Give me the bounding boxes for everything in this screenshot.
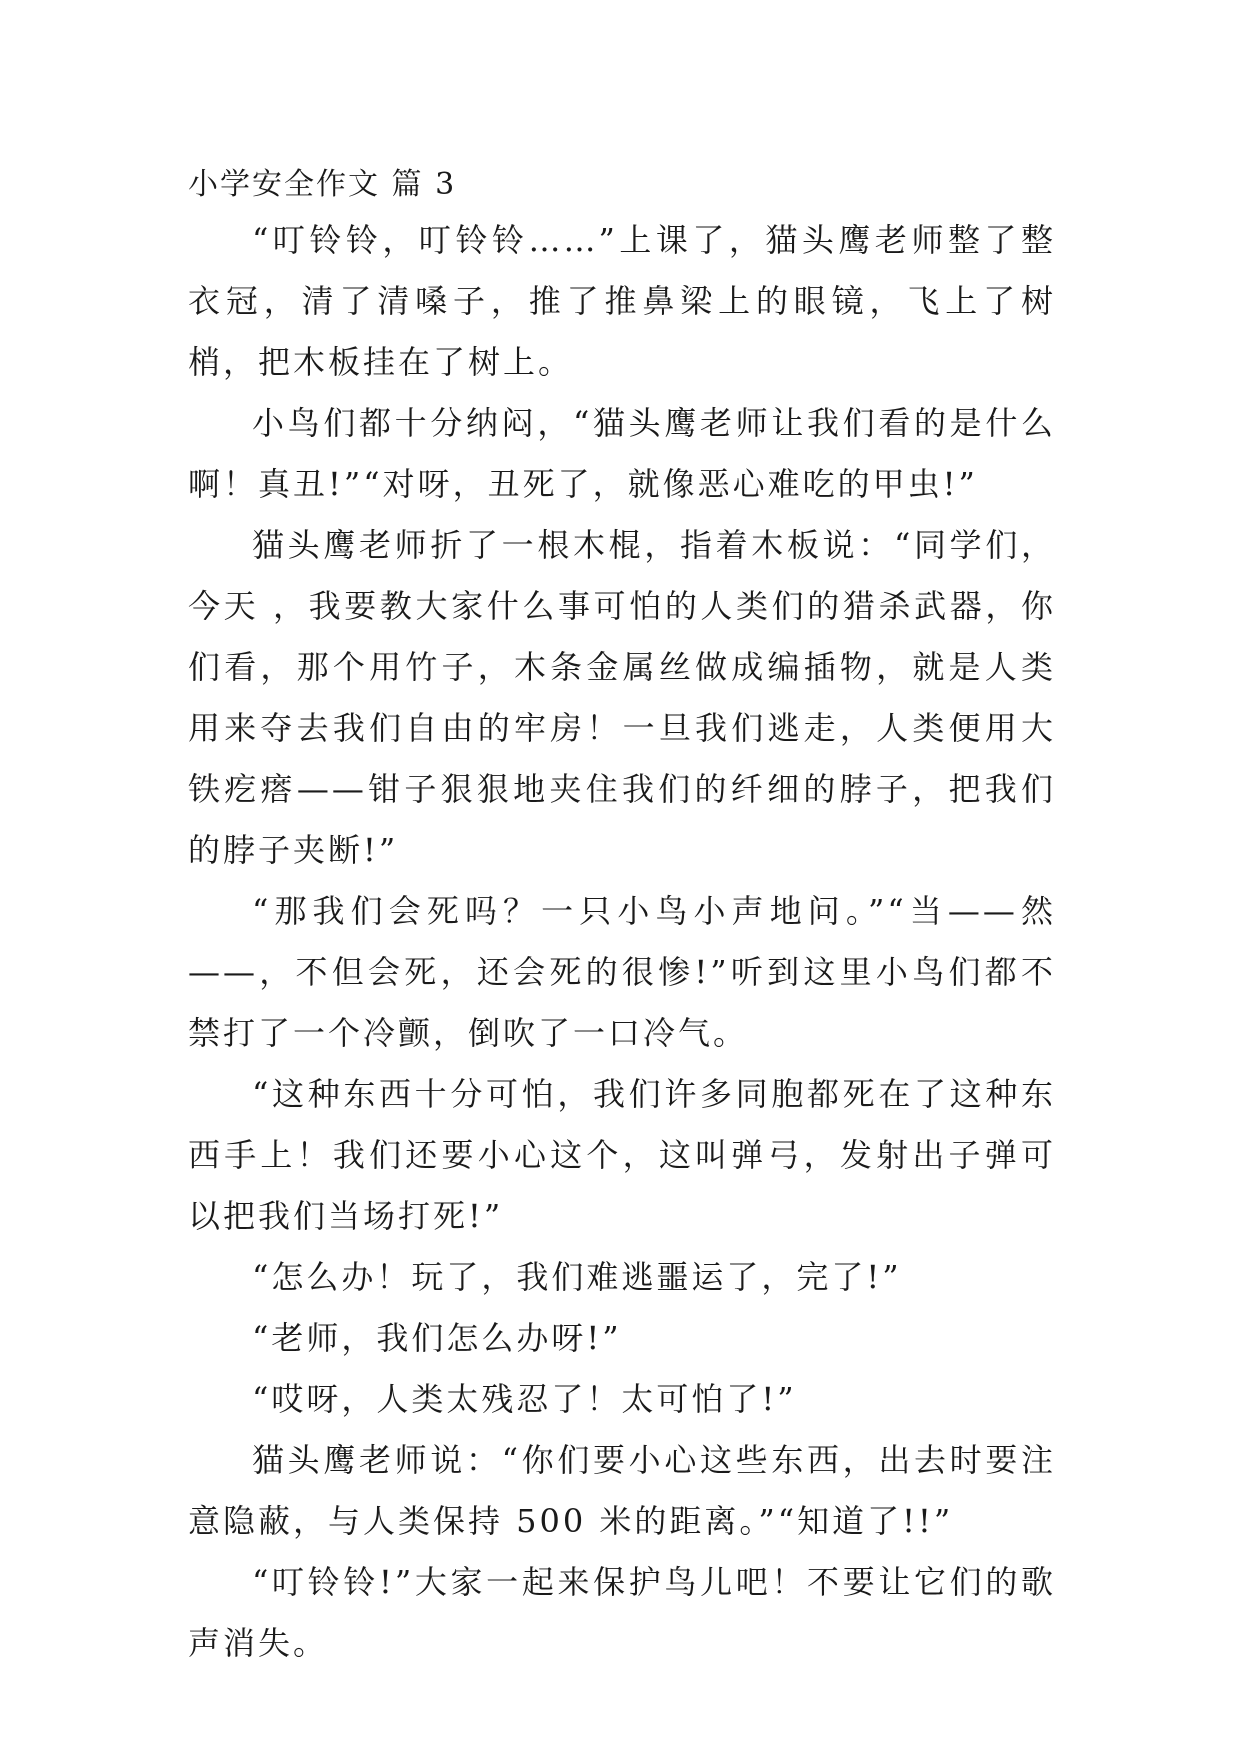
essay-paragraph-5: “这种东西十分可怕，我们许多同胞都死在了这种东西手上！我们还要小心这个，这叫弹弓，发射出子弹可以把我们当场打死!” <box>188 1075 1056 1235</box>
essay-paragraph-4: “那我们会死吗？一只小鸟小声地问。”“当——然——，不但会死，还会死的很惨!”听到这里小鸟们都不禁打了一个冷颤，倒吹了一口冷气。 <box>188 892 1056 1052</box>
essay-paragraph-9: 猫头鹰老师说：“你们要小心这些东西，出去时要注意隐蔽，与人类保持 500 米的距离。”“知道了!!” <box>188 1441 1056 1540</box>
essay-paragraph-10: “叮铃铃!”大家一起来保护鸟儿吧！不要让它们的歌声消失。 <box>188 1563 1056 1662</box>
essay-paragraph-3: 猫头鹰老师折了一根木棍，指着木板说：“同学们，今天 ，我要教大家什么事可怕的人类们的猎杀武器，你们看，那个用竹子，木条金属丝做成编插物，就是人类用来夺去我们自由的牢房！一旦我们逃走，人类便用大铁疙瘩——钳子狠狠地夹住我们的纤细的脖子，把我们的脖子夹断!” <box>188 526 1056 869</box>
essay-title: 小学安全作文 篇 3 <box>188 167 457 202</box>
essay-paragraph-2: 小鸟们都十分纳闷，“猫头鹰老师让我们看的是什么啊！真丑!”“对呀，丑死了，就像恶心难吃的甲虫!” <box>188 404 1056 503</box>
essay-paragraph-6: “怎么办！玩了，我们难逃噩运了，完了!” <box>252 1258 902 1296</box>
essay-paragraph-1: “叮铃铃，叮铃铃……”上课了，猫头鹰老师整了整衣冠，清了清嗓子，推了推鼻梁上的眼镜，飞上了树梢，把木板挂在了树上。 <box>188 221 1056 381</box>
essay-paragraph-8: “哎呀，人类太残忍了！太可怕了!” <box>252 1380 797 1418</box>
essay-body <box>188 160 1056 1674</box>
essay-paragraph-7: “老师，我们怎么办呀!” <box>252 1319 622 1357</box>
